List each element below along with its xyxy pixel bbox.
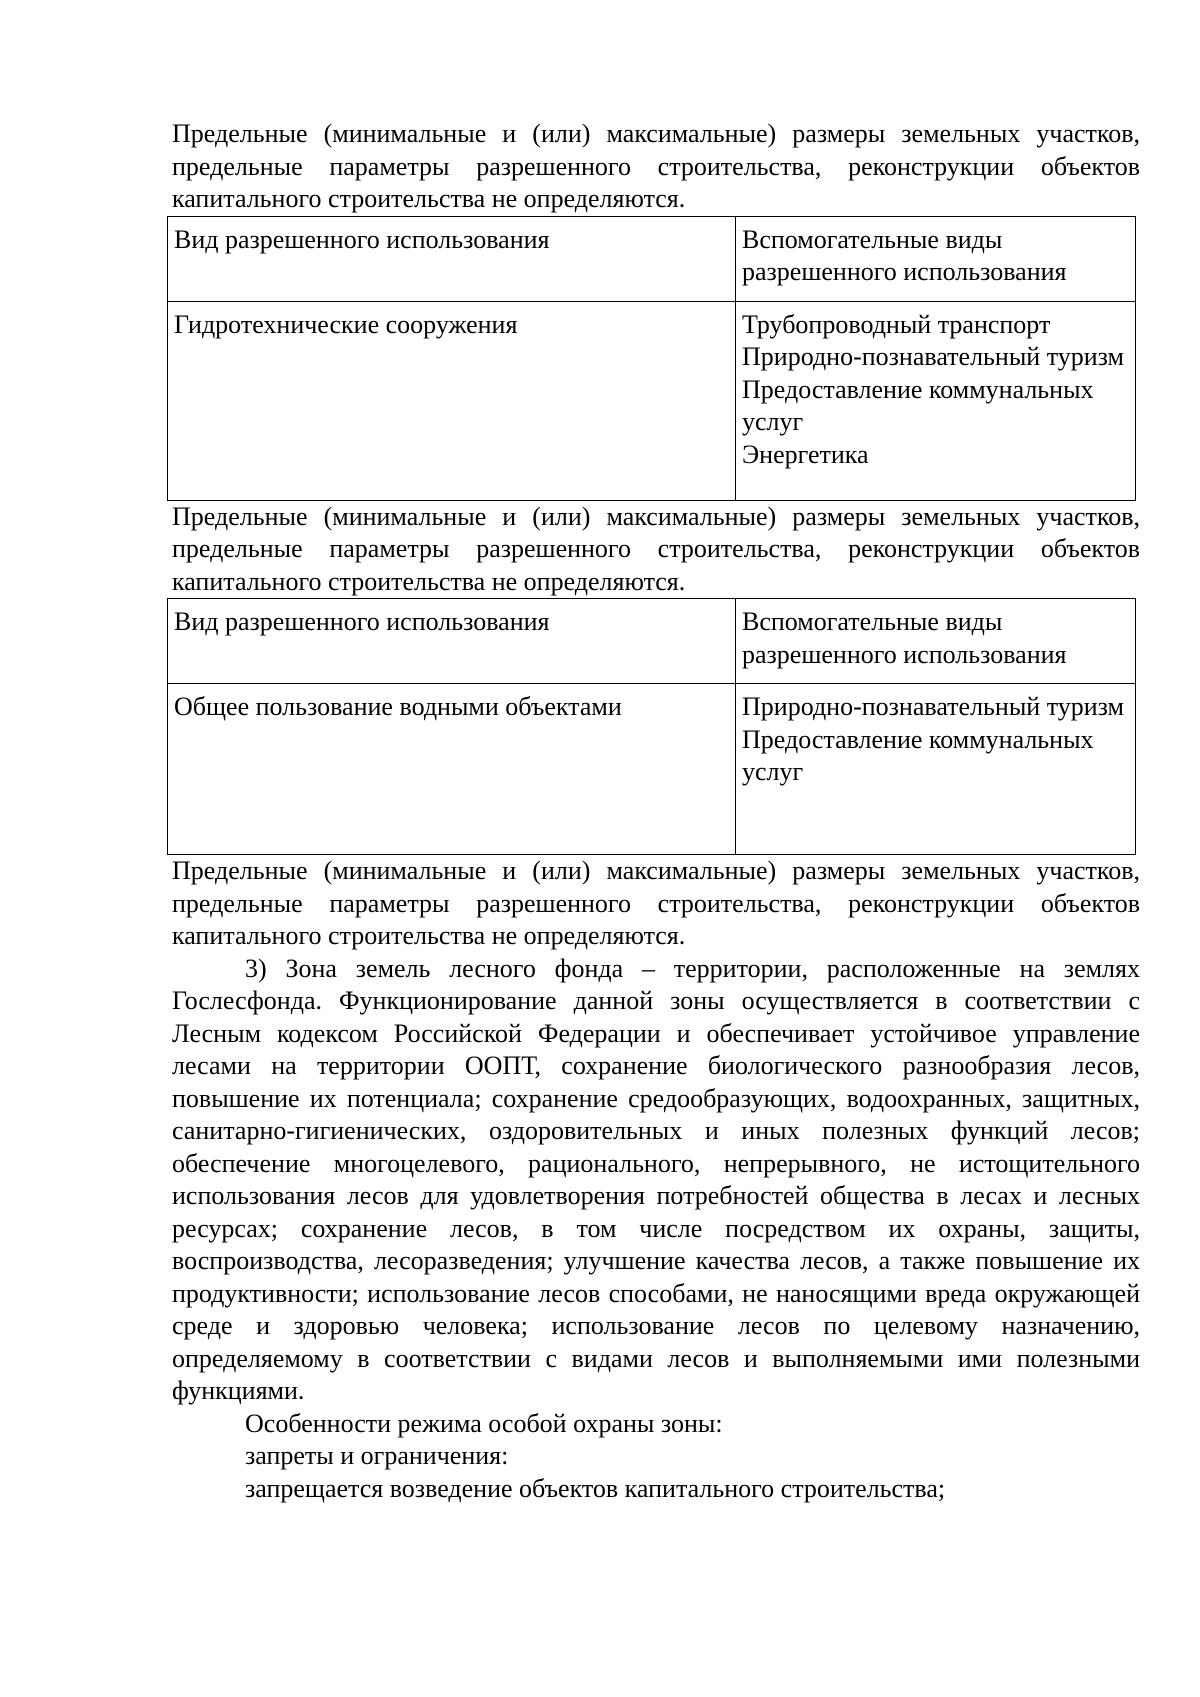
permitted-use-table-1 [167,216,1136,501]
limits-note-3: Предельные (минимальные и (или) максимальные) размеры земельных участков, предельные параметры разрешенного строительства, реконструкции объектов капитального строительства не определяются. [172,856,1140,950]
regime-heading: Особенности режима особой охраны зоны: [245,1408,723,1438]
aux-uses-cell [736,301,1136,500]
table-header-row [168,599,1136,684]
restriction-item: запрещается возведение объектов капитального строительства; [245,1473,946,1503]
header-main-use: Вид разрешенного использования [168,216,736,301]
aux-use-item: Энергетика [742,439,869,469]
header-aux-uses [736,216,1136,301]
header-aux-uses [736,599,1136,684]
header-aux-line-1: Вспомогательные виды [742,224,1003,254]
limits-note-2: Предельные (минимальные и (или) максимальные) размеры земельных участков, предельные параметры разрешенного строительства, реконструкции объектов капитального строительства не определяются. [172,501,1140,596]
aux-uses-cell [736,684,1136,855]
header-main-use: Вид разрешенного использования [168,599,736,684]
permitted-use-table-2 [167,598,1136,855]
main-use-cell: Общее пользование водными объектами [168,684,736,855]
forest-zone-paragraph: 3) Зона земель лесного фонда – территории, расположенные на землях Гослесфонда. Функционирование данной зоны осуществляется в соответствии с Лесным кодексом Российской Федерации и обеспечивает устойчивое управление лесами на территории ООПТ, сохранение биологического разнообразия лесов, повышение их потенциала; сохранение средообразующих, водоохранных, защитных, санитарно-гигиенических, оздоровительных и иных полезных функций лесов; обеспечение многоцелевого, рационального, непрерывного, не истощительного использования лесов для удовлетворения потребностей общества в лесах и лесных ресурсах; сохранение лесов, в том числе посредством их охраны, защиты, воспроизводства, лесоразведения; улучшение качества лесов, а также повышение их продуктивности; использование лесов способами, не наносящими вреда окружающей среде и здоровью человека; использование лесов по целевому назначению, определяемому в соответствии с видами лесов и выполняемыми ими полезными функциями. [172,953,1140,1405]
table-header-row [168,216,1136,301]
page-content [172,118,1140,1505]
header-aux-line-2: разрешенного использования [742,257,1067,286]
header-aux-line-1: Вспомогательные виды [742,607,1003,636]
aux-use-item: Трубопроводный транспорт [742,309,1051,339]
table-row [168,301,1136,500]
restrictions-heading: запреты и ограничения: [245,1441,509,1470]
aux-use-item: Предоставление коммунальных услуг [742,724,1094,786]
aux-use-item: Природно-познавательный туризм [742,342,1125,371]
table-row [168,684,1136,855]
header-aux-line-2: разрешенного использования [742,639,1067,669]
aux-use-item: Предоставление коммунальных услуг [742,374,1094,436]
limits-note-1: Предельные (минимальные и (или) максимальные) размеры земельных участков, предельные параметры разрешенного строительства, реконструкции объектов капитального строительства не определяются. [172,119,1140,213]
aux-use-item: Природно-познавательный туризм [742,692,1125,721]
main-use-cell: Гидротехнические сооружения [168,301,736,500]
